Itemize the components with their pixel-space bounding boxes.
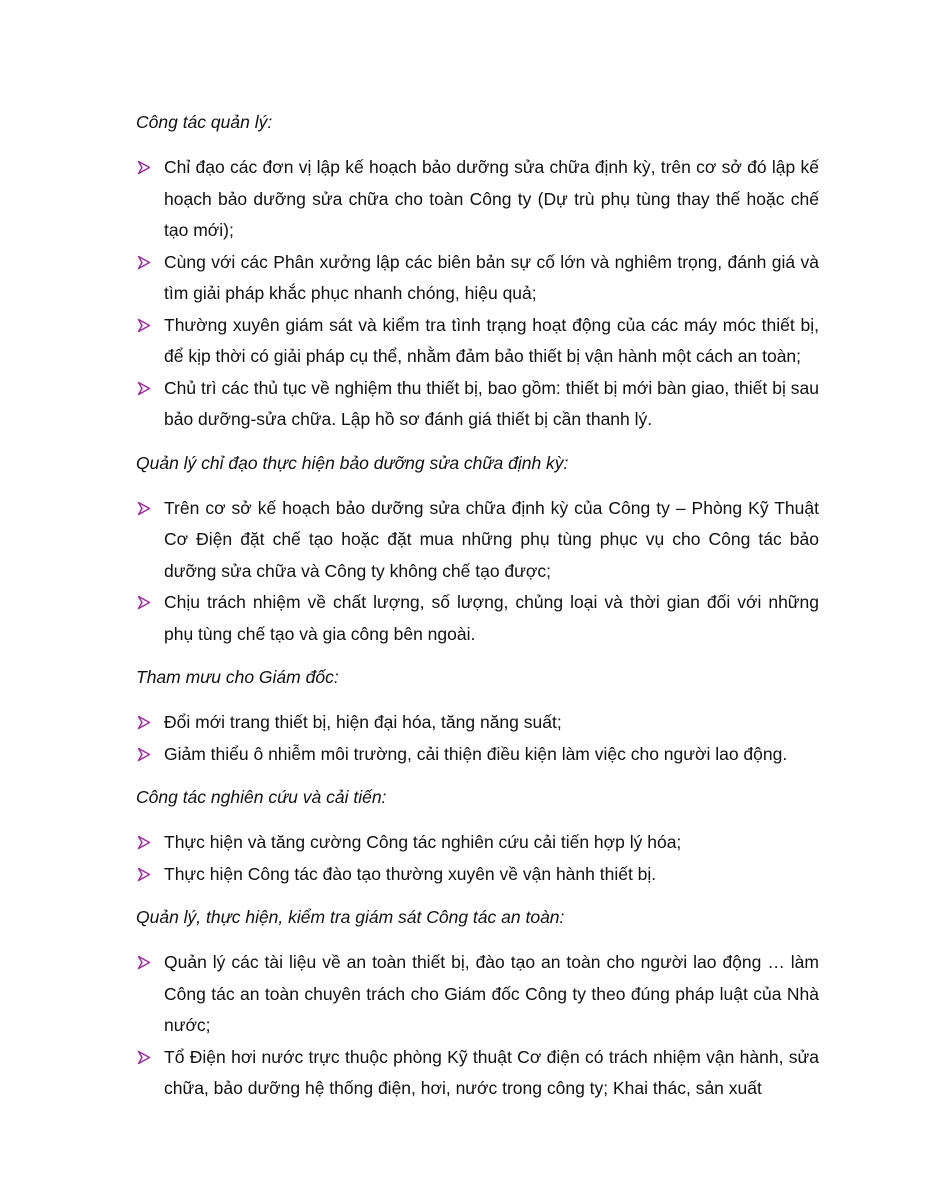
list-item-text: Chủ trì các thủ tục về nghiệm thu thiết bị, bao gồm: thiết bị mới bàn giao, thiết bị sau bảo dưỡng-sửa chữa. Lập hồ sơ đánh giá thiết bị cần thanh lý. — [164, 377, 819, 429]
arrow-bullet-icon — [137, 381, 151, 396]
arrow-bullet-icon — [137, 1050, 151, 1065]
list-item-text: Giảm thiểu ô nhiễm môi trường, cải thiện điều kiện làm việc cho người lao động. — [164, 743, 788, 764]
list-item — [136, 310, 819, 373]
list-item-text: Chỉ đạo các đơn vị lập kế hoạch bảo dưỡng sửa chữa định kỳ, trên cơ sở đó lập kế hoạch bảo dưỡng sửa chữa cho toàn Công ty (Dự trù phụ tùng thay thế hoặc chế tạo mới); — [164, 157, 819, 240]
section-heading: Quản lý, thực hiện, kiểm tra giám sát Công tác an toàn: — [136, 907, 565, 927]
list-item — [136, 493, 819, 588]
arrow-bullet-icon — [137, 835, 151, 850]
list-item — [136, 947, 819, 1042]
section-research — [136, 782, 819, 890]
list-item-text: Thực hiện và tăng cường Công tác nghiên cứu cải tiến hợp lý hóa; — [164, 832, 682, 852]
section-advisory — [136, 662, 819, 770]
section-maintenance — [136, 448, 819, 651]
list-item — [136, 1042, 819, 1105]
section-heading: Công tác quản lý: — [136, 112, 273, 132]
list-item-text: Thường xuyên giám sát và kiểm tra tình trạng hoạt động của các máy móc thiết bị, để kịp thời có giải pháp cụ thể, nhằm đảm bảo thiết bị vận hành một cách an toàn; — [164, 314, 819, 366]
arrow-bullet-icon — [137, 715, 151, 730]
list-item-text: Trên cơ sở kế hoạch bảo dưỡng sửa chữa định kỳ của Công ty – Phòng Kỹ Thuật Cơ Điện đặt chế tạo hoặc đặt mua những phụ tùng phục vụ cho Công tác bảo dưỡng sửa chữa và Công ty không chế tạo được; — [164, 497, 819, 581]
list-item — [136, 373, 819, 436]
bullet-list — [136, 827, 819, 890]
list-item-text: Thực hiện Công tác đào tạo thường xuyên về vận hành thiết bị. — [164, 863, 657, 884]
list-item — [136, 152, 819, 247]
list-item — [136, 827, 819, 859]
list-item — [136, 247, 819, 310]
list-item-text: Chịu trách nhiệm về chất lượng, số lượng, chủng loại và thời gian đối với những phụ tùng chế tạo và gia công bên ngoài. — [164, 592, 819, 644]
arrow-bullet-icon — [137, 955, 151, 970]
arrow-bullet-icon — [137, 867, 151, 882]
section-heading: Tham mưu cho Giám đốc: — [136, 667, 339, 687]
section-safety — [136, 902, 819, 1105]
list-item — [136, 739, 819, 771]
list-item-text: Quản lý các tài liệu về an toàn thiết bị, đào tạo an toàn cho người lao động … làm Công tác an toàn chuyên trách cho Giám đốc Công ty theo đúng pháp luật của Nhà nước; — [164, 952, 819, 1035]
section-management — [136, 107, 819, 436]
arrow-bullet-icon — [137, 160, 151, 175]
arrow-bullet-icon — [137, 747, 151, 762]
list-item — [136, 859, 819, 891]
section-heading: Công tác nghiên cứu và cải tiến: — [136, 787, 387, 807]
list-item-text: Cùng với các Phân xưởng lập các biên bản sự cố lớn và nghiêm trọng, đánh giá và tìm giải pháp khắc phục nhanh chóng, hiệu quả; — [164, 251, 819, 303]
section-heading: Quản lý chỉ đạo thực hiện bảo dưỡng sửa chữa định kỳ: — [136, 452, 569, 473]
bullet-list — [136, 707, 819, 770]
arrow-bullet-icon — [137, 501, 151, 516]
arrow-bullet-icon — [137, 595, 151, 610]
list-item-text: Đổi mới trang thiết bị, hiện đại hóa, tăng năng suất; — [164, 712, 562, 732]
arrow-bullet-icon — [137, 318, 151, 333]
list-item-text: Tổ Điện hơi nước trực thuộc phòng Kỹ thuật Cơ điện có trách nhiệm vận hành, sửa chữa, bảo dưỡng hệ thống điện, hơi, nước trong công ty; Khai thác, sản xuất — [164, 1046, 819, 1098]
bullet-list — [136, 152, 819, 436]
list-item — [136, 587, 819, 650]
bullet-list — [136, 493, 819, 651]
bullet-list — [136, 947, 819, 1105]
arrow-bullet-icon — [137, 255, 151, 270]
list-item — [136, 707, 819, 739]
